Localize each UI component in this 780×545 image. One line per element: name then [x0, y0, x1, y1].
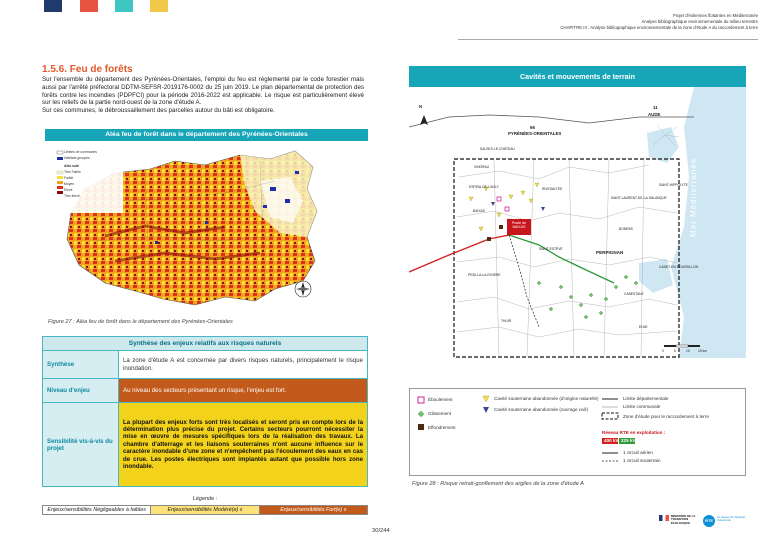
scale-label-15: 15 km	[698, 349, 707, 353]
header-rule	[458, 39, 758, 40]
legend-moderate: Enjeux/sensibilités Modéré(e) s	[151, 506, 259, 514]
row-label-synthese: Synthèse	[43, 351, 119, 379]
north-label: N	[419, 104, 423, 109]
cavity-map	[409, 87, 746, 358]
dept-66-name: PYRÉNÉES-ORIENTALES	[508, 131, 562, 136]
fire-map	[45, 141, 368, 318]
table-row	[43, 379, 368, 403]
legend-glissement: Glissement	[428, 411, 451, 416]
commune-label-salses: SALSES-LE-CHÂTEAU	[480, 147, 515, 151]
row-label-niveau: Niveau d'enjeu	[43, 379, 119, 403]
intro-paragraph-2: Sur ces communes, le débroussaillement des parcelles autour du bâti est obligatoire.	[42, 107, 275, 115]
scale-bar	[664, 345, 700, 347]
header-swatch-navy	[44, 0, 62, 12]
commune-label-canet: CANET-EN-ROUSSILLON	[659, 265, 699, 269]
legend-dept-limit: Limite départementale	[623, 396, 669, 401]
commune-label-elne: ELNE	[639, 325, 648, 329]
legend-class-1: Très Faible	[64, 170, 81, 174]
enjeux-legend	[42, 505, 368, 515]
scale-label-0: 0	[662, 349, 664, 353]
row-value-sensibilite: La plupart des enjeux forts sont très localisés et seront pris en compte lors de la détermination plus précise du projet. Certains secteurs pourront nécessiter la mise en œuvre de mesures spécifiques lors de la réalisation des travaux. La chambre d'atterrage et les liaisons souterraines n'ont aucune influence sur le caractère inondable d'une zone et n'empêchent pas l'écoulement des eaux en cas de crue. Les postes électriques sont implantés autant que possible hors zone inondable.	[119, 403, 368, 487]
cavity-legend	[409, 388, 746, 476]
fire-legend-text	[64, 149, 97, 199]
legend-cavity-natural: Cavité souterraine abandonnée (d'origine naturelle)	[494, 396, 599, 401]
scale-label-5: 5	[674, 349, 676, 353]
row-label-sensibilite: Sensibilité vis-à-vis du projet	[43, 403, 119, 487]
table-row	[43, 351, 368, 379]
commune-label-rivesaltes: RIVESALTES	[542, 187, 563, 191]
legend-strong: Enjeux/sensibilités Fort(e) s	[260, 506, 367, 514]
enjeux-table	[42, 336, 368, 487]
section-intro	[42, 76, 364, 115]
legend-commune-limit: Limite communale	[623, 404, 661, 409]
poste-label: Poste de BAIXAS	[511, 221, 527, 230]
city-label: PERPIGNAN	[596, 250, 624, 255]
legend-class-5: Très élevé	[64, 194, 80, 198]
scale-label-10: 10	[686, 349, 690, 353]
commune-label-baixas: BAIXAS	[473, 209, 485, 213]
header-swatch-teal	[115, 0, 133, 12]
page-number: 30/244	[372, 528, 390, 534]
header-line-3: CHAPITRE III : Analyse bibliographique environnementale de la zone d'étude A du raccordement à terre	[560, 25, 758, 30]
fire-map-title: Aléa feu de forêt dans le département des Pyrénées-Orientales	[45, 129, 368, 141]
header-line-2: Analyse bibliographique environnementale du milieu terrestre	[641, 19, 758, 24]
table-row	[43, 403, 368, 487]
legend-cavity-civil: Cavité souterraine abandonnée (ouvrage civil)	[494, 407, 588, 412]
sea-label: Mer Méditerranée	[689, 157, 698, 237]
figure-28-caption: Figure 28 : Risque retrait-gonflement des argiles de la zone d'étude A	[412, 481, 584, 487]
rte-logo-icon: RTE	[703, 515, 715, 527]
legend-eboulement: Éboulement	[428, 397, 453, 402]
dept-11-number: 11	[653, 105, 658, 110]
dept-11-name: AUDE	[648, 112, 661, 117]
legend-low: Enjeux/sensibilités Négligeables à faibles	[43, 506, 151, 514]
legend-alea-title: Aléa subi	[64, 164, 80, 168]
ministry-logo-text: MINISTÈRE DE LA TRANSITION ÉCOLOGIQUE	[671, 514, 696, 525]
commune-label-st-laurent: SAINT-LAURENT-DE-LA-SALANQUE	[611, 196, 667, 200]
legend-400kv: 400 kV	[604, 438, 619, 443]
legend-limits: Limites de communes	[64, 150, 97, 154]
rte-logo-text: Le réseau de transport d'électricité	[717, 515, 746, 523]
header-line-1: Projet d'éoliennes flottantes en Méditerranée	[672, 13, 758, 18]
marianne-flag-icon	[659, 515, 669, 521]
intro-paragraph-1: Sur l'ensemble du département des Pyrénées-Orientales, l'emploi du feu est réglementé par le code forestier mais aussi par l'arrêté préfectoral DDTM-SEFSR-2019176-0002 du 25 juin 2019. Le plan départemental de protection des forêts contre les incendies (PDPFCI) pour la période 2016-2022 est applicable. Le risque est particulièrement élevé sur les reliefs de la partie nord-ouest de la zone d'étude A.	[42, 76, 364, 107]
legend-underground-circuit: 1 circuit souterrain	[623, 458, 661, 463]
header-swatch-yellow	[150, 0, 168, 12]
dept-66-number: 66	[530, 125, 535, 130]
section-title: 1.5.6. Feu de forêts	[42, 64, 133, 75]
row-value-synthese: La zone d'étude A est concernée par divers risques naturels, principalement le risque inondation.	[119, 351, 368, 379]
enjeux-table-title: Synthèse des enjeux relatifs aux risques naturels	[43, 337, 368, 351]
legend-class-3: Moyen	[64, 182, 75, 186]
commune-label-pezilla: PEZILLA-LA-RIVIERE	[468, 273, 501, 277]
legend-rte-title: Réseau RTE en exploitation :	[602, 430, 666, 435]
header-swatch-red	[80, 0, 98, 12]
legend-study-zone: Zone d'étude pour le raccordement à terre	[623, 414, 709, 419]
commune-label-vingrau: VINGRAU	[474, 165, 490, 169]
commune-label-st-hippolyte: SAINT-HIPPOLYTE	[659, 183, 688, 187]
commune-label-cabestany: CABESTANY	[624, 292, 644, 296]
enjeux-legend-title: Légende :	[192, 496, 218, 502]
legend-aerial-circuit: 1 circuit aérien	[623, 450, 653, 455]
footer-logos	[659, 515, 749, 539]
fire-map-north-arrow	[295, 281, 311, 297]
legend-class-4: Elevé	[64, 188, 73, 192]
commune-label-st-esteve: SAINT-ESTÈVE	[539, 247, 563, 251]
commune-label-bompas: BOMPAS	[619, 227, 633, 231]
legend-class-2: Faible	[64, 176, 74, 180]
row-value-niveau: Au niveau des secteurs présentant un risque, l'enjeu est fort.	[119, 379, 368, 403]
commune-label-thuir: THUIR	[501, 319, 512, 323]
page-header	[458, 13, 758, 31]
cavity-map-title: Cavités et mouvements de terrain	[409, 66, 746, 87]
legend-225kv: 225 kV	[621, 438, 636, 443]
figure-27-caption: Figure 27 : Aléa feu de forêt dans le département des Pyrénées-Orientales	[48, 319, 233, 325]
legend-effondrement: Effondrement	[428, 425, 456, 430]
commune-label-espira: ESPIRA-DE-L'AGLY	[469, 185, 499, 189]
legend-urban: Habitats groupés	[64, 156, 90, 160]
